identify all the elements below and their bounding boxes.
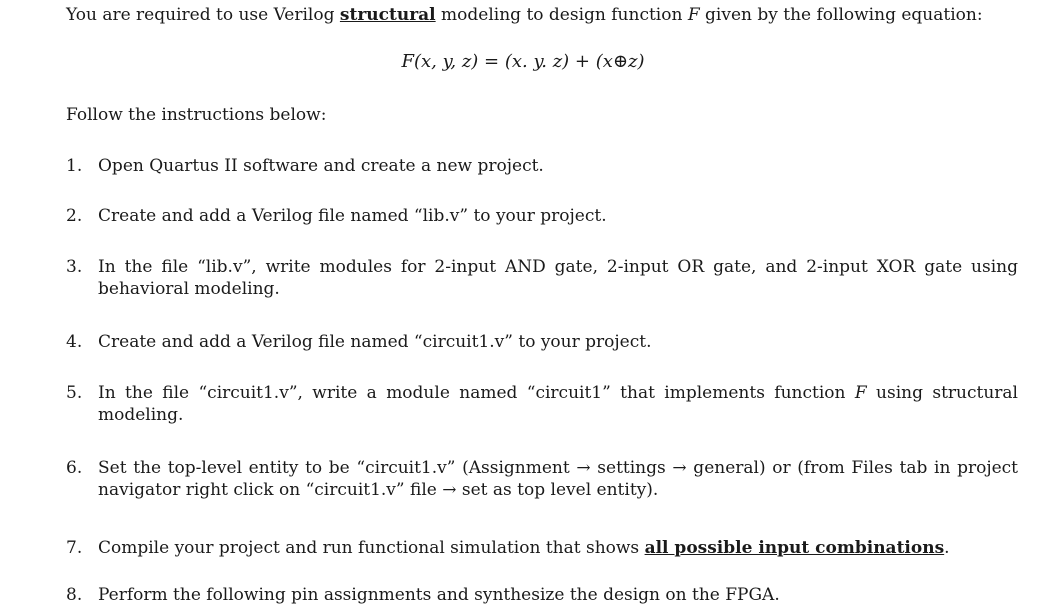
instruction-text bbox=[98, 537, 1018, 559]
instruction-text-before: Compile your project and run functional simulation that shows bbox=[98, 538, 645, 558]
instruction-text-after: . bbox=[944, 538, 950, 558]
intro-text-before: You are required to use Verilog bbox=[66, 5, 340, 25]
instruction-text: Perform the following pin assignments and synthesize the design on the FPGA. bbox=[98, 585, 780, 605]
instruction-text-after: using structural modeling. bbox=[98, 383, 1018, 425]
instruction-number: 3. bbox=[66, 257, 83, 277]
intro-text-after: given by the following equation: bbox=[699, 5, 983, 25]
instruction-number: 4. bbox=[66, 332, 83, 352]
intro-text-middle: modeling to design function bbox=[435, 5, 688, 25]
instruction-text bbox=[98, 382, 1018, 426]
instruction-function-variable: F bbox=[854, 383, 867, 403]
instruction-text-before: In the file “circuit1.v”, write a module named “circuit1” that implements function bbox=[98, 383, 855, 403]
instruction-number: 1. bbox=[66, 156, 83, 176]
instruction-text: Create and add a Verilog file named “lib.v” to your project. bbox=[98, 206, 607, 226]
instruction-number: 6. bbox=[66, 458, 83, 478]
instruction-number: 5. bbox=[66, 383, 83, 403]
intro-function-variable: F bbox=[687, 5, 700, 25]
instruction-number: 2. bbox=[66, 206, 83, 226]
instruction-number: 8. bbox=[66, 585, 83, 605]
function-equation: F(x, y, z) = (x. y. z) + (x⊕z) bbox=[401, 51, 645, 72]
intro-paragraph bbox=[66, 4, 983, 26]
instruction-text: Set the top-level entity to be “circuit1.v” (Assignment → settings → general) or (from Files tab in project navigator right click on “circuit1.v” file → set as top level entity). bbox=[98, 458, 1018, 500]
instruction-text: In the file “lib.v”, write modules for 2-input AND gate, 2-input OR gate, and 2-input XOR gate using behavioral modeling. bbox=[98, 257, 1018, 299]
instruction-text: Open Quartus II software and create a new project. bbox=[98, 156, 544, 176]
instruction-emphasis: all possible input combinations bbox=[644, 538, 945, 558]
follow-instructions-heading: Follow the instructions below: bbox=[66, 105, 327, 125]
intro-emphasis-structural: structural bbox=[339, 5, 436, 25]
instruction-text: Create and add a Verilog file named “circuit1.v” to your project. bbox=[98, 332, 652, 352]
instruction-number: 7. bbox=[66, 538, 83, 558]
